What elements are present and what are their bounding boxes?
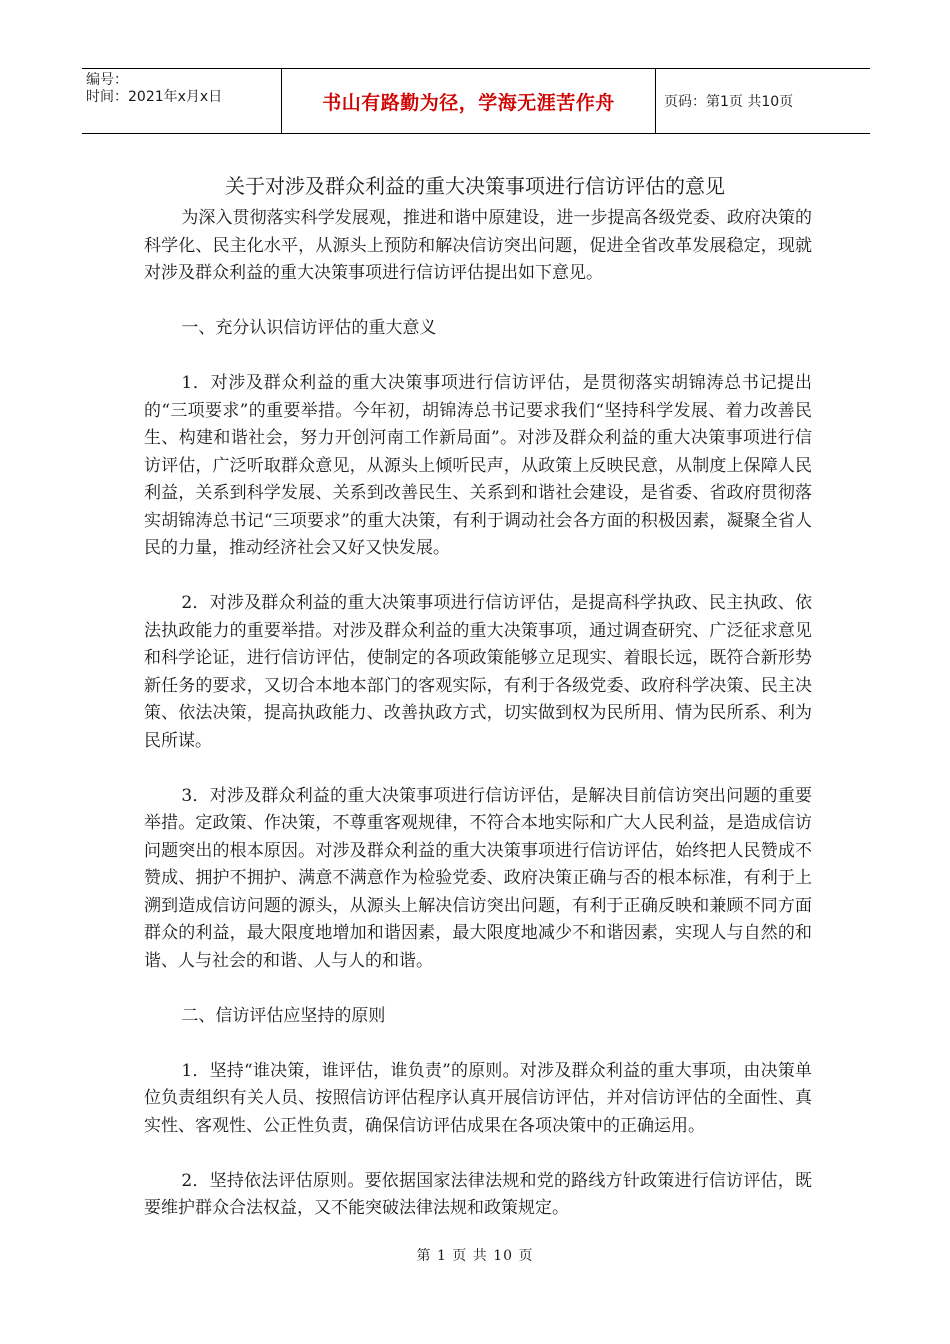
paragraph-1-3: 3．对涉及群众利益的重大决策事项进行信访评估，是解决目前信访突出问题的重要举措。定政策、作决策，不尊重客观规律，不符合本地实际和广大人民利益，是造成信访问题突出的根本原因。对涉及群众利益的重大决策事项进行信访评估，始终把人民赞成不赞成、拥护不拥护、满意不满意作为检验党委、政府决策正确与否的根本标准，有利于上溯到造成信访问题的源头，从源头上解决信访突出问题，有利于正确反映和兼顾不同方面群众的利益，最大限度地增加和谐因素，最大限度地减少不和谐因素，实现人与自然的和谐、人与社会的和谐、人与人的和谐。	[144, 785, 812, 971]
paragraph-2-1: 1．坚持“谁决策，谁评估，谁负责”的原则。对涉及群众利益的重大事项，由决策单位负责组织有关人员、按照信访评估程序认真开展信访评估，并对信访评估的全面性、真实性、客观性、公正性负责，确保信访评估成果在各项决策中的正确运用。	[144, 1060, 812, 1136]
paragraph-2-2: 2．坚持依法评估原则。要依据国家法律法规和党的路线方针政策进行信访评估，既要维护群众合法权益，又不能突破法律法规和政策规定。	[144, 1170, 812, 1218]
intro-paragraph: 为深入贯彻落实科学发展观，推进和谐中原建设，进一步提高各级党委、政府决策的科学化、民主化水平，从源头上预防和解决信访突出问题，促进全省改革发展稳定，现就对涉及群众利益的重大决策事项进行信访评估提出如下意见。	[144, 208, 812, 283]
section-heading-1: 一、充分认识信访评估的重大意义	[181, 318, 437, 338]
serial-number-label: 编号：	[86, 72, 128, 88]
header-page-info: 页码：第1页 共10页	[664, 94, 794, 110]
header-meta-cell	[82, 69, 282, 133]
paragraph-1-2: 2．对涉及群众利益的重大决策事项进行信访评估，是提高科学执政、民主执政、依法执政能力的重要举措。对涉及群众利益的重大决策事项，通过调查研究、广泛征求意见和科学论证，进行信访评估，使制定的各项政策能够立足现实、着眼长远，既符合新形势新任务的要求，又切合本地本部门的客观实际，有利于各级党委、政府科学决策、民主决策、依法决策，提高执政能力、改善执政方式，切实做到权为民所用、情为民所系、利为民所谋。	[144, 593, 812, 751]
header-motto: 书山有路勤为径，学海无涯苦作舟	[282, 69, 656, 133]
time-label: 时间：2021年x月x日	[86, 89, 223, 105]
section-heading-2: 二、信访评估应坚持的原则	[181, 1005, 386, 1026]
document-body	[144, 205, 812, 1223]
page-footer: 第 1 页 共 10 页	[416, 1248, 534, 1264]
page-header	[82, 68, 870, 134]
paragraph-1-1: 1．对涉及群众利益的重大决策事项进行信访评估，是贯彻落实胡锦涛总书记提出的“三项要求”的重要举措。今年初，胡锦涛总书记要求我们“坚持科学发展、着力改善民生、构建和谐社会，努力开创河南工作新局面”。对涉及群众利益的重大决策事项进行信访评估，广泛听取群众意见，从源头上倾听民声，从政策上反映民意，从制度上保障人民利益，关系到科学发展、关系到改善民生、关系到和谐社会建设，是省委、省政府贯彻落实胡锦涛总书记“三项要求”的重大决策，有利于调动社会各方面的积极因素，凝聚全省人民的力量，推动经济社会又好又快发展。	[144, 373, 812, 558]
document-title: 关于对涉及群众利益的重大决策事项进行信访评估的意见	[225, 174, 725, 198]
